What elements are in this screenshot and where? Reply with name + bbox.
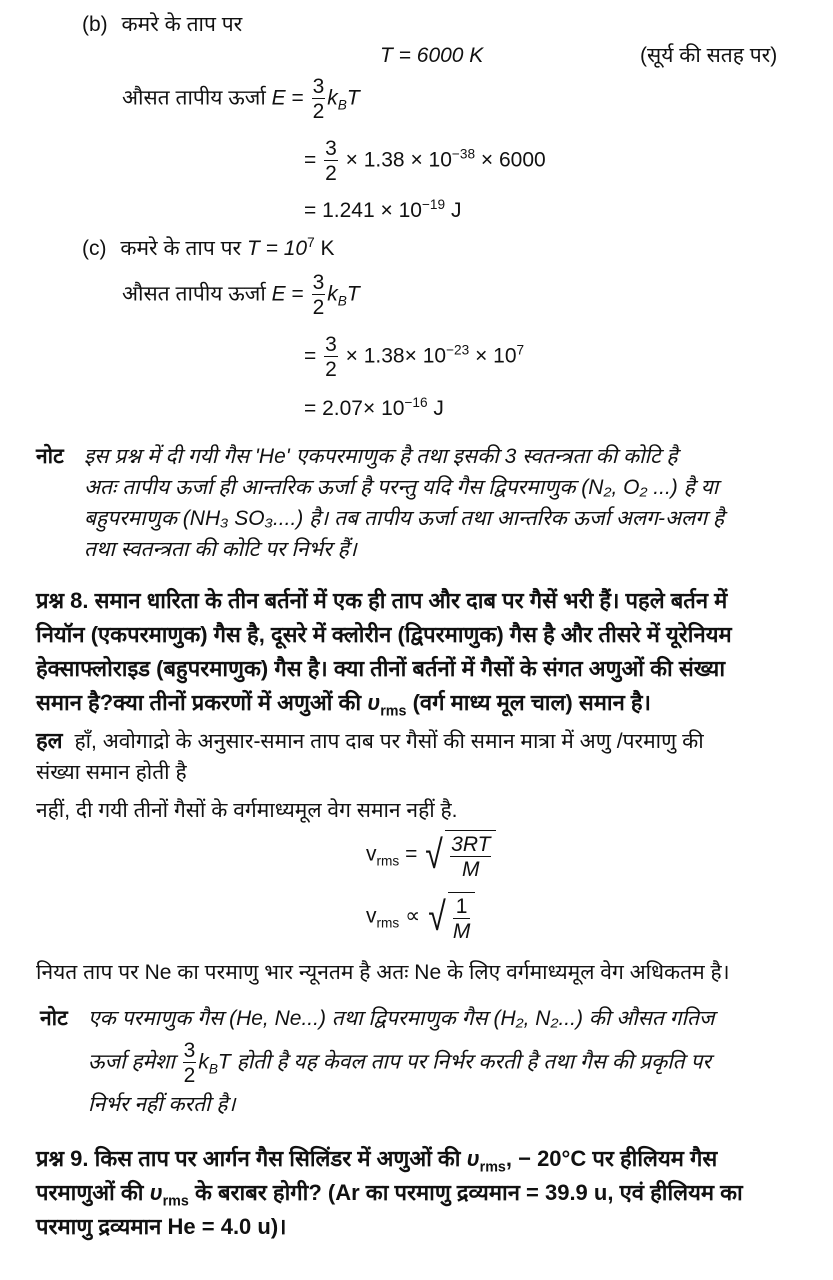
part-b-step1: = $\frac{3}{2}$ × $1.38 \times 10^{-38} \times 6000$ <box>304 137 546 185</box>
note2-line3: निर्भर नहीं करती है। <box>88 1093 236 1116</box>
energy-label: औसत तापीय ऊर्जा <box>122 86 266 110</box>
note2-label: नोट <box>40 1007 68 1030</box>
note1-line2: अतः तापीय ऊर्जा ही आन्तरिक ऊर्जा है परन्तु यदि गैस द्विपरमाणुक (N₂, O₂ ...) है या <box>84 476 719 499</box>
question-9: प्रश्न 9. किस ताप पर आर्गन गैस सिलिंडर में अणुओं की $\upsilon_{rms}$, − 20°C पर हीलियम गैस <box>36 1146 718 1176</box>
question-9-line3: परमाणु द्रव्यमान He = 4.0 u)। <box>36 1214 287 1239</box>
fraction-three-halves: $\frac{3}{2}$ <box>325 137 337 185</box>
note2-line2: ऊर्जा हमेशा $\frac{3}{2}$ $k_BT$ होती है यह केवल ताप पर निर्भर करती है तथा गैस की प्रकृति पर <box>88 1039 711 1087</box>
fraction-three-halves: $\frac{3}{2}$ <box>325 333 337 381</box>
square-root: √ $\frac{1}{M}$ <box>426 892 475 942</box>
solution-label: हल <box>36 728 63 753</box>
part-b-heading <box>82 14 242 35</box>
note1-line3: बहुपरमाणुक (NH₃ SO₃....) है। तब तापीय ऊर्जा तथा आन्तरिक ऊर्जा अलग-अलग है <box>84 507 725 530</box>
question-8: प्रश्न 8. समान धारिता के तीन बर्तनों में एक ही ताप और दाब पर गैसें भरी हैं। पहले बर्तन में <box>36 588 728 613</box>
vrms-formula: $v_{rms}$ = √ $\frac{3RT}{M}$ <box>366 830 496 880</box>
question-9-label: प्रश्न 9. <box>36 1146 89 1171</box>
part-b-label: (b) <box>82 13 108 36</box>
part-b-heading-text: कमरे के ताप पर <box>121 13 243 36</box>
question-8-line4: समान है?क्या तीनों प्रकरणों में अणुओं की $\upsilon_{rms}$ (वर्ग माध्य मूल चाल) समान है। <box>36 690 651 720</box>
part-c-step1: = $\frac{3}{2}$ × $1.38\times 10^{-23} \times 10^7$ <box>304 333 525 381</box>
square-root: √ $\frac{3RT}{M}$ <box>423 830 496 880</box>
solution-line3: नहीं, दी गयी तीनों गैसों के वर्गमाध्यमूल वेग समान नहीं है. <box>36 799 458 822</box>
note-label: नोट <box>36 445 64 468</box>
part-c-result: = $2.07\times 10^{-16}$ J <box>304 395 444 420</box>
solution-line2: संख्या समान होती है <box>36 761 187 784</box>
fraction-three-halves: $\frac{3}{2}$ <box>312 75 325 123</box>
part-b-result: = $1.241 \times 10^{-19}$ J <box>304 197 462 222</box>
part-b-sun-note: (सूर्य की सतह पर) <box>640 44 778 67</box>
note1-line1: इस प्रश्न में दी गयी गैस 'He' एकपरमाणुक है तथा इसकी 3 स्वतन्त्रता की कोटि है <box>84 445 678 468</box>
part-c-heading: (c) कमरे के ताप पर $T = 10^7$ K <box>82 235 335 260</box>
solution-line4: नियत ताप पर Ne का परमाणु भार न्यूनतम है अतः Ne के लिए वर्गमाध्यमूल वेग अधिकतम है। <box>36 961 730 984</box>
part-b-energy-formula: औसत तापीय ऊर्जा E = $\frac{3}{2}$ $k_BT$ <box>122 75 360 123</box>
question-8-line2: नियॉन (एकपरमाणुक) गैस है, दूसरे में क्लोरीन (द्विपरमाणुक) गैस है और तीसरे में यूरेनियम <box>36 622 732 647</box>
question-9-line2: परमाणुओं की $\upsilon_{rms}$ के बराबर होगी? (Ar का परमाणु द्रव्यमान = 39.9 u, एवं हीलियम का <box>36 1180 743 1210</box>
part-c-label: (c) <box>82 237 107 260</box>
solution-line1: हल हाँ, अवोगाद्रो के अनुसार-समान ताप दाब पर गैसों की समान मात्रा में अणु /परमाणु की <box>36 728 704 753</box>
part-c-energy-formula: औसत तापीय ऊर्जा E = $\frac{3}{2}$ $k_BT$ <box>122 271 360 319</box>
vrms-proportional: $v_{rms}$ ∝ √ $\frac{1}{M}$ <box>366 892 475 942</box>
part-b-temperature: T = 6000 K <box>380 44 484 67</box>
fraction-three-halves: $\frac{3}{2}$ <box>312 271 325 319</box>
question-8-line3: हेक्साफ्लोराइड (बहुपरमाणुक) गैस है। क्या तीनों बर्तनों में गैसों के संगत अणुओं की संख्या <box>36 656 726 681</box>
fraction-three-halves: $\frac{3}{2}$ <box>183 1039 196 1087</box>
question-8-label: प्रश्न 8. <box>36 588 89 613</box>
note2-line1: एक परमाणुक गैस (He, Ne...) तथा द्विपरमाणुक गैस (H₂, N₂...) की औसत गतिज <box>88 1007 715 1030</box>
note1-line4: तथा स्वतन्त्रता की कोटि पर निर्भर हैं। <box>84 538 357 561</box>
